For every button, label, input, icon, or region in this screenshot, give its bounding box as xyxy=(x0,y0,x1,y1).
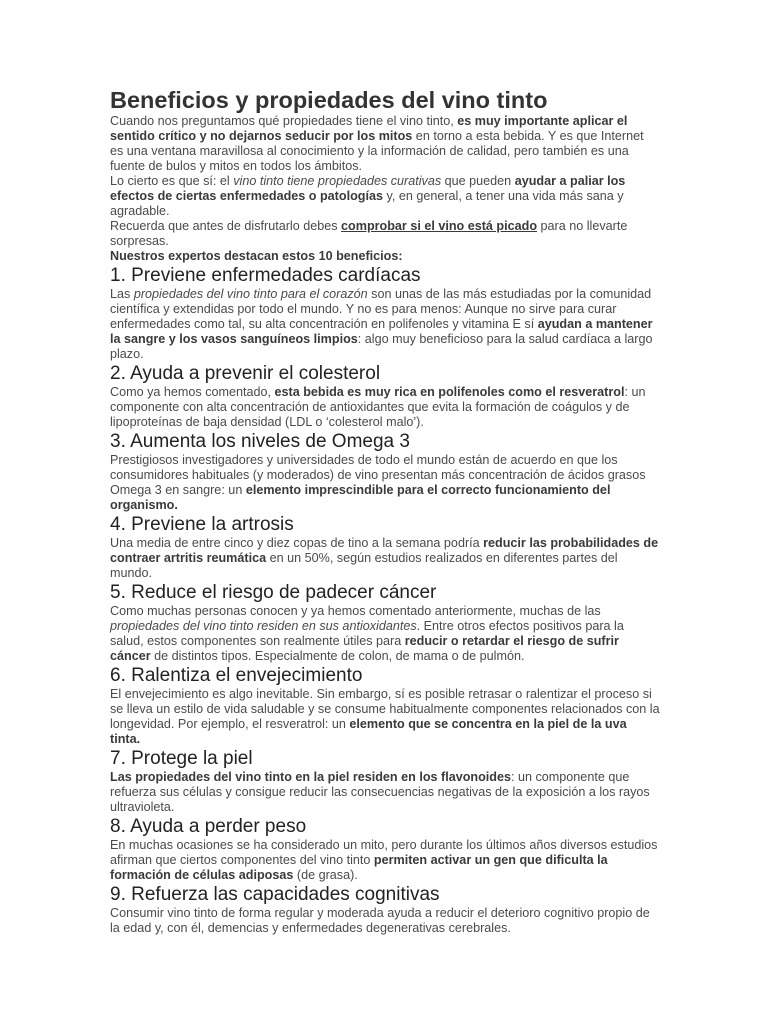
section-heading: 1. Previene enfermedades cardíacas xyxy=(110,265,421,286)
text-run: Como ya hemos comentado, xyxy=(110,385,275,399)
bold-text: ayudan a mantener la sangre y los vasos sanguíneos limpios xyxy=(110,317,653,346)
bold-text: elemento que se concentra en la piel de la uva tinta. xyxy=(110,717,627,746)
section-heading: 2. Ayuda a prevenir el colesterol xyxy=(110,363,381,384)
italic-text: propiedades del vino tinto residen en sus antioxidantes xyxy=(110,619,417,633)
text-run: . Entre otros efectos positivos para la salud, estos componentes son realmente útiles para xyxy=(110,619,624,648)
text-run: Prestigiosos investigadores y universidades de todo el mundo están de acuerdo en que los consumidores habituales (y moderados) de vino presentan más concentración de ácidos grasos Omega 3 en sangre: un xyxy=(110,453,646,497)
section-heading: 5. Reduce el riesgo de padecer cáncer xyxy=(110,582,437,603)
text-run: Las xyxy=(110,287,134,301)
italic-text: vino tinto tiene propiedades curativas xyxy=(233,174,442,188)
text-run: Una media de entre cinco y diez copas de tino a la semana podría xyxy=(110,536,484,550)
italic-text: propiedades del vino tinto para el corazón xyxy=(133,287,368,301)
section-heading: 7. Protege la piel xyxy=(110,748,253,769)
section-heading: 4. Previene la artrosis xyxy=(110,514,294,535)
intro-paragraph-3 xyxy=(110,219,660,249)
text-run: El envejecimiento es algo inevitable. Sin embargo, sí es posible retrasar o ralentizar el proceso si se lleva un estilo de vida saludable y se consume habitualmente componentes relacionados con la longevidad. Por ejemplo, el resveratrol: un xyxy=(110,687,660,731)
intro-paragraph-4: Nuestros expertos destacan estos 10 beneficios: xyxy=(110,249,403,263)
intro-paragraph-1 xyxy=(110,114,660,174)
text-run: Lo cierto es que sí: el xyxy=(110,174,234,188)
text-run: Recuerda que antes de disfrutarlo debes xyxy=(110,219,342,233)
bold-text: ayudar a paliar los efectos de ciertas enfermedades o patologías xyxy=(110,174,626,203)
bold-text: reducir o retardar el riesgo de sufrir cáncer xyxy=(110,634,619,663)
section-body xyxy=(110,385,660,430)
text-run: en un 50%, según estudios realizados en diferentes partes del mundo. xyxy=(110,551,618,580)
article-content xyxy=(110,86,660,936)
benefit-sections xyxy=(110,264,660,936)
text-run: : algo muy beneficioso para la salud cardíaca a largo plazo. xyxy=(110,332,653,361)
section-body xyxy=(110,770,660,815)
text-run: de distintos tipos. Especialmente de colon, de mama o de pulmón. xyxy=(150,649,525,663)
section-heading: 8. Ayuda a perder peso xyxy=(110,816,307,837)
article-title: Beneficios y propiedades del vino tinto xyxy=(110,87,548,113)
text-run: en torno a esta bebida. Y es que Internet es una ventana maravillosa al conocimiento y la información de calidad, pero también es una fuente de bulos y mitos en todos los ámbitos. xyxy=(110,129,644,173)
section-body xyxy=(110,287,660,362)
text-run: Cuando nos preguntamos qué propiedades tiene el vino tinto, xyxy=(110,114,458,128)
intro-paragraph-2 xyxy=(110,174,660,219)
text-run: son unas de las más estudiadas por la comunidad científica y extendidas por todo el mundo. Y no es para menos: Aunque no sirve para curar enfermedades como tal, su alta concentración en polifenoles y vitamina E sí xyxy=(110,287,652,331)
text-run: para no llevarte sorpresas. xyxy=(110,219,628,248)
text-run: Como muchas personas conocen y ya hemos comentado anteriormente, muchas de las xyxy=(110,604,601,618)
inline-link[interactable]: comprobar si el vino está picado xyxy=(341,219,538,233)
text-run: En muchas ocasiones se ha considerado un mito, pero durante los últimos años diversos estudios afirman que ciertos componentes del vino tinto xyxy=(110,838,658,867)
section-heading: 6. Ralentiza el envejecimiento xyxy=(110,665,363,686)
section-body xyxy=(110,838,660,883)
bold-text: esta bebida es muy rica en polifenoles como el resveratrol xyxy=(274,385,625,399)
section-body xyxy=(110,687,660,747)
section-body xyxy=(110,536,660,581)
bold-text: permiten activar un gen que dificulta la formación de células adiposas xyxy=(110,853,608,882)
text-run: : un componente que refuerza sus células y consigue reducir las consecuencias negativas de la exposición a los rayos ultravioleta. xyxy=(110,770,650,814)
section-body xyxy=(110,906,660,936)
text-run: : un componente con alta concentración de antioxidantes que evita la formación de coágulos y de lipoproteínas de baja densidad (LDL o ‘colesterol malo’). xyxy=(110,385,646,429)
text-run: Consumir vino tinto de forma regular y moderada ayuda a reducir el deterioro cognitivo propio de la edad y, con él, demencias y enfermedades degenerativas cerebrales. xyxy=(110,906,650,935)
text-run: que pueden xyxy=(441,174,515,188)
bold-text: reducir las probabilidades de contraer artritis reumática xyxy=(110,536,659,565)
text-run: (de grasa). xyxy=(293,868,358,882)
section-heading: 3. Aumenta los niveles de Omega 3 xyxy=(110,431,410,452)
section-heading: 9. Refuerza las capacidades cognitivas xyxy=(110,884,440,905)
bold-text: es muy importante aplicar el sentido crítico y no dejarnos seducir por los mitos xyxy=(110,114,628,143)
bold-text: Las propiedades del vino tinto en la piel residen en los flavonoides xyxy=(110,770,511,784)
section-body xyxy=(110,604,660,664)
section-body xyxy=(110,453,660,513)
bold-text: elemento imprescindible para el correcto funcionamiento del organismo. xyxy=(110,483,611,512)
text-run: y, en general, a tener una vida más sana y agradable. xyxy=(110,189,624,218)
